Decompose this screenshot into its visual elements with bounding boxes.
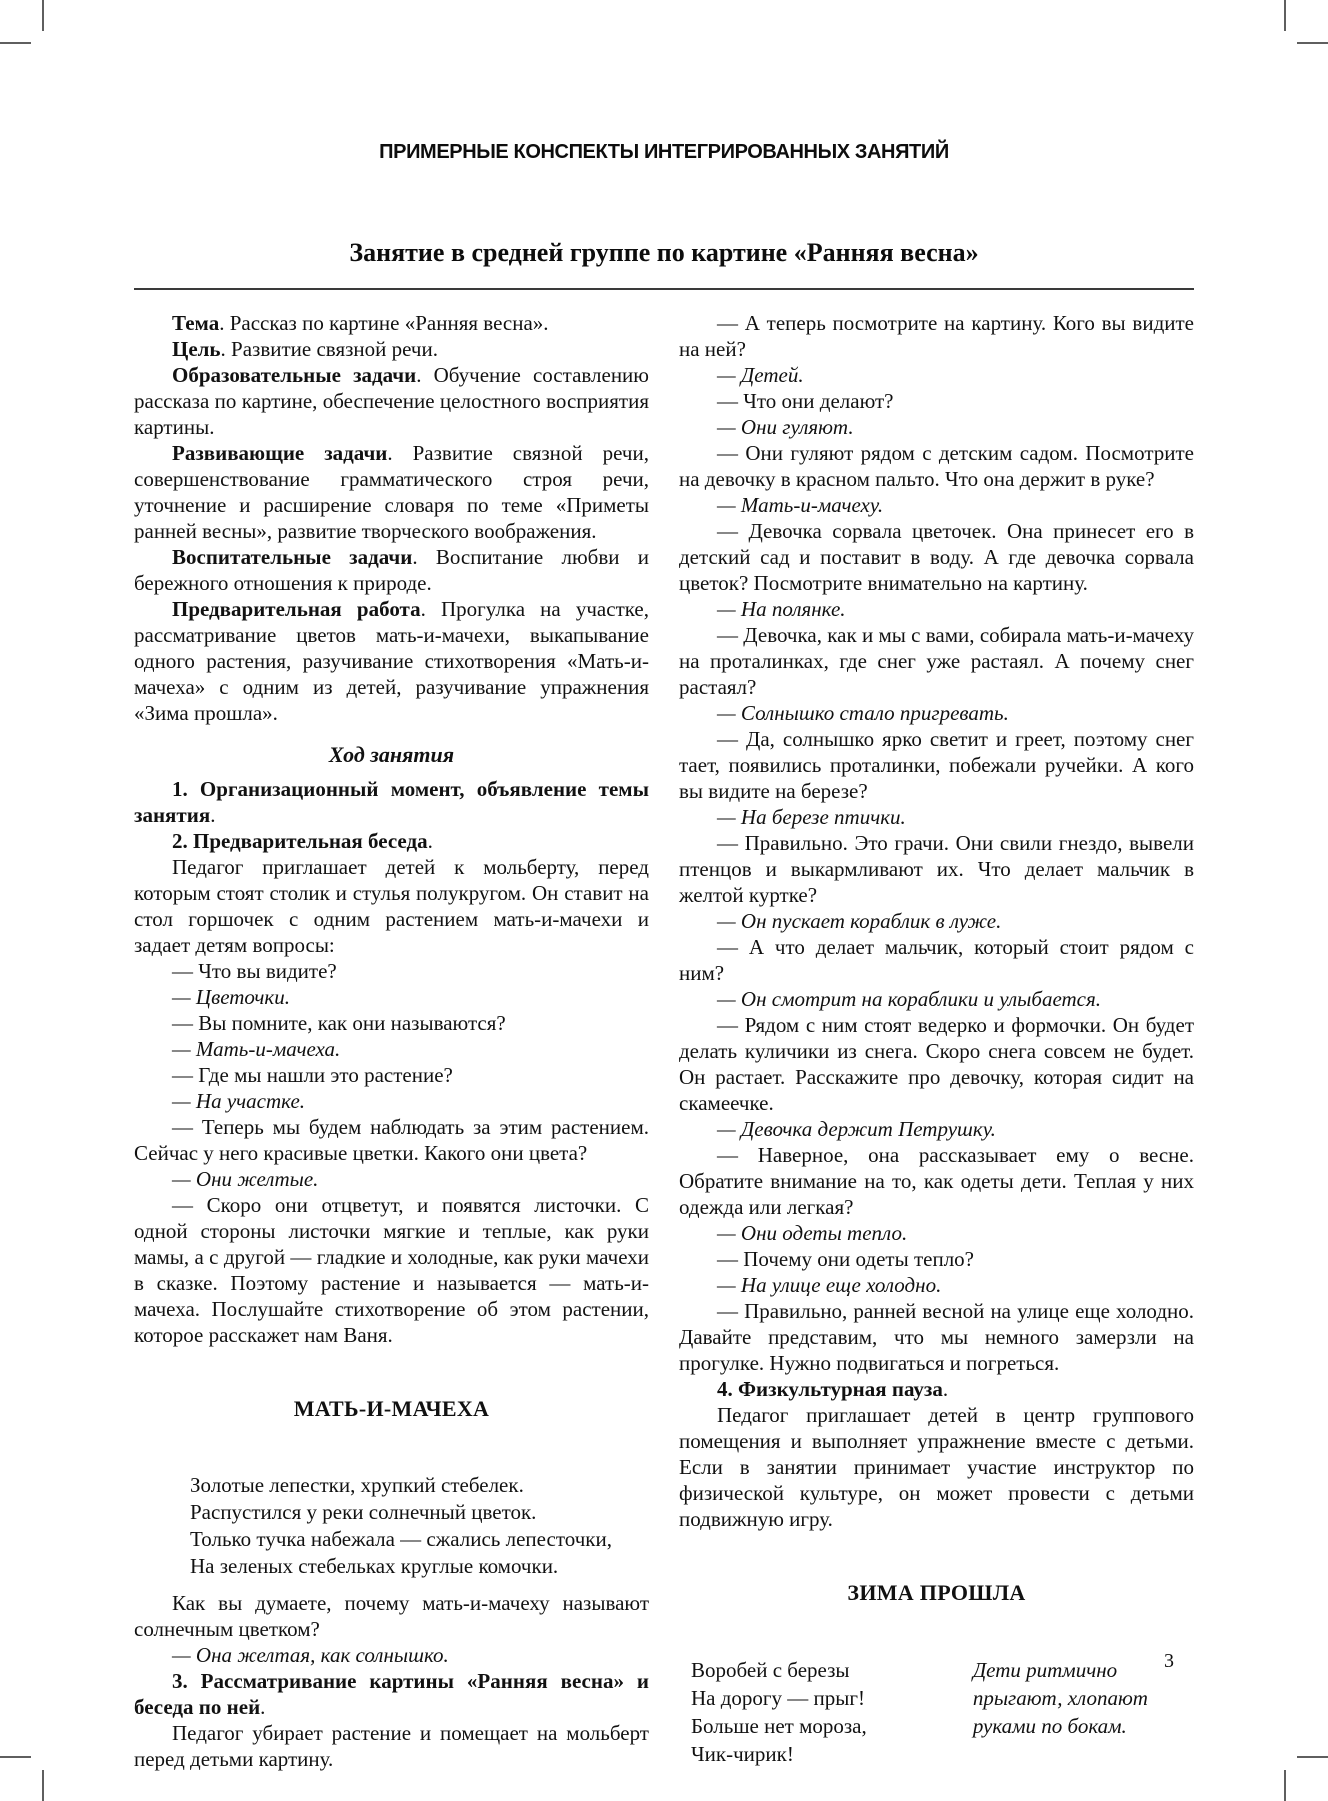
dialogue-reply: — На улице еще холодно. — [717, 1273, 942, 1297]
crop-mark — [0, 1756, 31, 1758]
poem-line: Распустился у реки солнечный цветок. — [190, 1500, 537, 1524]
paragraph: — Они гуляют рядом с детским садом. Посмотрите на девочку в красном пальто. Что она держит в руке? — [679, 441, 1194, 491]
dialogue-reply: — Он смотрит на кораблики и улыбается. — [717, 987, 1102, 1011]
chapter-kicker: ПРИМЕРНЫЕ КОНСПЕКТЫ ИНТЕГРИРОВАННЫХ ЗАНЯТИЙ — [379, 141, 949, 163]
left-column — [134, 310, 649, 1772]
poem-line: На зеленых стебельках круглые комочки. — [190, 1554, 559, 1578]
poem-line: Золотые лепестки, хрупкий стебелек. — [190, 1473, 524, 1497]
dialogue-reply: — На участке. — [172, 1089, 306, 1113]
dialogue-reply: — На березе птички. — [717, 805, 906, 829]
section-heading: МАТЬ-И-МАЧЕХА — [293, 1396, 490, 1421]
dialogue-reply: — Солнышко стало пригревать. — [717, 701, 1009, 725]
paragraph-lead: 1. Организационный момент, объявление темы занятия. — [134, 777, 649, 827]
paragraph: — Что они делают? — [717, 389, 894, 413]
dialogue-reply: — Она желтая, как солнышко. — [172, 1643, 449, 1667]
dialogue-reply: — Мать-и-мачеху. — [717, 493, 884, 517]
paragraph: — Где мы нашли это растение? — [172, 1063, 453, 1087]
paragraph-lead: Цель. Развитие связной речи. — [172, 337, 438, 361]
paragraph: — Девочка, как и мы с вами, собирала мать-и-мачеху на проталинках, где снег уже растаял. А почему снег растаял? — [679, 623, 1194, 699]
crop-mark — [1297, 42, 1328, 44]
dialogue-reply: — Цветочки. — [172, 985, 290, 1009]
page-number: 3 — [1164, 1650, 1174, 1672]
right-column — [679, 310, 1194, 1772]
verse — [691, 1656, 881, 1768]
dialogue-reply: — Детей. — [717, 363, 804, 387]
paragraph: — Правильно, ранней весной на улице еще холодно. Давайте представим, что мы немного замерзли на прогулке. Нужно подвигаться и погреться. — [679, 1299, 1194, 1375]
dialogue-reply: — Мать-и-мачеха. — [172, 1037, 341, 1061]
paragraph: — Рядом с ним стоят ведерко и формочки. Он будет делать куличики из снега. Скоро снега совсем не будет. Он растает. Расскажите про девочку, которая сидит на скамеечке. — [679, 1013, 1194, 1115]
section-heading: ЗИМА ПРОШЛА — [847, 1580, 1026, 1605]
paragraph: — А теперь посмотрите на картину. Кого вы видите на ней? — [679, 311, 1194, 361]
crop-mark — [1284, 1770, 1286, 1801]
paragraph: Педагог приглашает детей к мольберту, перед которым стоят столик и стулья полукругом. Он ставит на стол горшочек с одним растением мать-и-мачехи и задает детям вопросы: — [134, 855, 649, 957]
paragraph: — Правильно. Это грачи. Они свили гнездо, вывели птенцов и выкармливают их. Что делает мальчик в желтой куртке? — [679, 831, 1194, 907]
paragraph-lead: Образовательные задачи. Обучение составлению рассказа по картине, обеспечение целостного восприятия картины. — [134, 363, 649, 439]
paragraph: — Вы помните, как они называются? — [172, 1011, 506, 1035]
dialogue-reply: — Они гуляют. — [717, 415, 854, 439]
verse-line: Больше нет мороза, — [691, 1714, 867, 1738]
verse-line: Чик-чирик! — [691, 1742, 794, 1766]
paragraph-lead: Воспитательные задачи. Воспитание любви и бережного отношения к природе. — [134, 545, 649, 595]
paragraph: — Почему они одеты тепло? — [717, 1247, 974, 1271]
dialogue-reply: — Они одеты тепло. — [717, 1221, 908, 1245]
dialogue-reply: — Девочка держит Петрушку. — [717, 1117, 996, 1141]
paragraph-lead: Предварительная работа. Прогулка на участке, рассматривание цветов мать-и-мачехи, выкапывание одного растения, разучивание стихотворения «Мать-и-мачеха» с одним из детей, разучивание упражнения «Зима прошла». — [134, 597, 650, 725]
paragraph: — Скоро они отцветут, и появятся листочки. С одной стороны листочки мягкие и теплые, как руки мамы, а с другой — гладкие и холодные, как руки мачехи в сказке. Поэтому растение и называется — мать-и-мачеха. Послушайте стихотворение об этом растении, которое расскажет нам Ваня. — [134, 1193, 649, 1347]
paragraph: — Теперь мы будем наблюдать за этим растением. Сейчас у него красивые цветки. Какого они цвета? — [134, 1115, 649, 1165]
paragraph: — Девочка сорвала цветочек. Она принесет его в детский сад и поставит в воду. А где девочка сорвала цветок? Посмотрите внимательно на картину. — [679, 519, 1194, 595]
paragraph-lead: Развивающие задачи. Развитие связной речи, совершенствование грамматического строя речи, уточнение и расширение словаря по теме «Приметы ранней весны», развитие творческого воображения. — [134, 441, 649, 543]
paragraph: Педагог убирает растение и помещает на мольберт перед детьми картину. — [134, 1721, 649, 1771]
paragraph: — Наверное, она рассказывает ему о весне. Обратите внимание на то, как одеты дети. Теплая у них одежда или легкая? — [679, 1143, 1194, 1219]
paragraph-lead: 3. Рассматривание картины «Ранняя весна» и беседа по ней. — [134, 1669, 649, 1719]
paragraph: Педагог приглашает детей в центр группового помещения и выполняет упражнение вместе с детьми. Если в занятии принимает участие инструктор по физической культуре, он может провести с детьми подвижную игру. — [679, 1403, 1194, 1531]
paragraph-lead: 2. Предварительная беседа. — [172, 829, 433, 853]
dialogue-reply: — Они желтые. — [172, 1167, 319, 1191]
paragraph: — А что делает мальчик, который стоит рядом с ним? — [679, 935, 1194, 985]
title-rule — [134, 288, 1194, 290]
text-columns — [134, 310, 1194, 1772]
verse-line: На дорогу — прыг! — [691, 1686, 865, 1710]
verse-with-directions — [679, 1656, 1194, 1768]
section-heading: Ход занятия — [328, 742, 455, 767]
crop-mark — [0, 42, 31, 44]
crop-mark — [1284, 0, 1286, 31]
crop-mark — [1297, 1756, 1328, 1758]
verse-line: Воробей с березы — [691, 1658, 850, 1682]
dialogue-reply: — Он пускает кораблик в луже. — [717, 909, 1002, 933]
paragraph-lead: 4. Физкультурная пауза. — [717, 1377, 949, 1401]
page-title: Занятие в средней группе по картине «Ранняя весна» — [349, 238, 979, 267]
paragraph: — Что вы видите? — [172, 959, 337, 983]
stage-direction: Дети ритмично прыгают, хлопают руками по бокам. — [972, 1658, 1148, 1738]
paragraph-lead: Тема. Рассказ по картине «Ранняя весна». — [172, 311, 549, 335]
crop-mark — [42, 0, 44, 31]
dialogue-reply: — На полянке. — [717, 597, 846, 621]
poem — [190, 1472, 649, 1580]
poem-line: Только тучка набежала — сжались лепесточки, — [190, 1527, 612, 1551]
paragraph: — Да, солнышко ярко светит и греет, поэтому снег тает, появились проталинки, побежали ручейки. А кого вы видите на березе? — [679, 727, 1194, 803]
paragraph: Как вы думаете, почему мать-и-мачеху называют солнечным цветком? — [134, 1591, 649, 1641]
crop-mark — [42, 1770, 44, 1801]
